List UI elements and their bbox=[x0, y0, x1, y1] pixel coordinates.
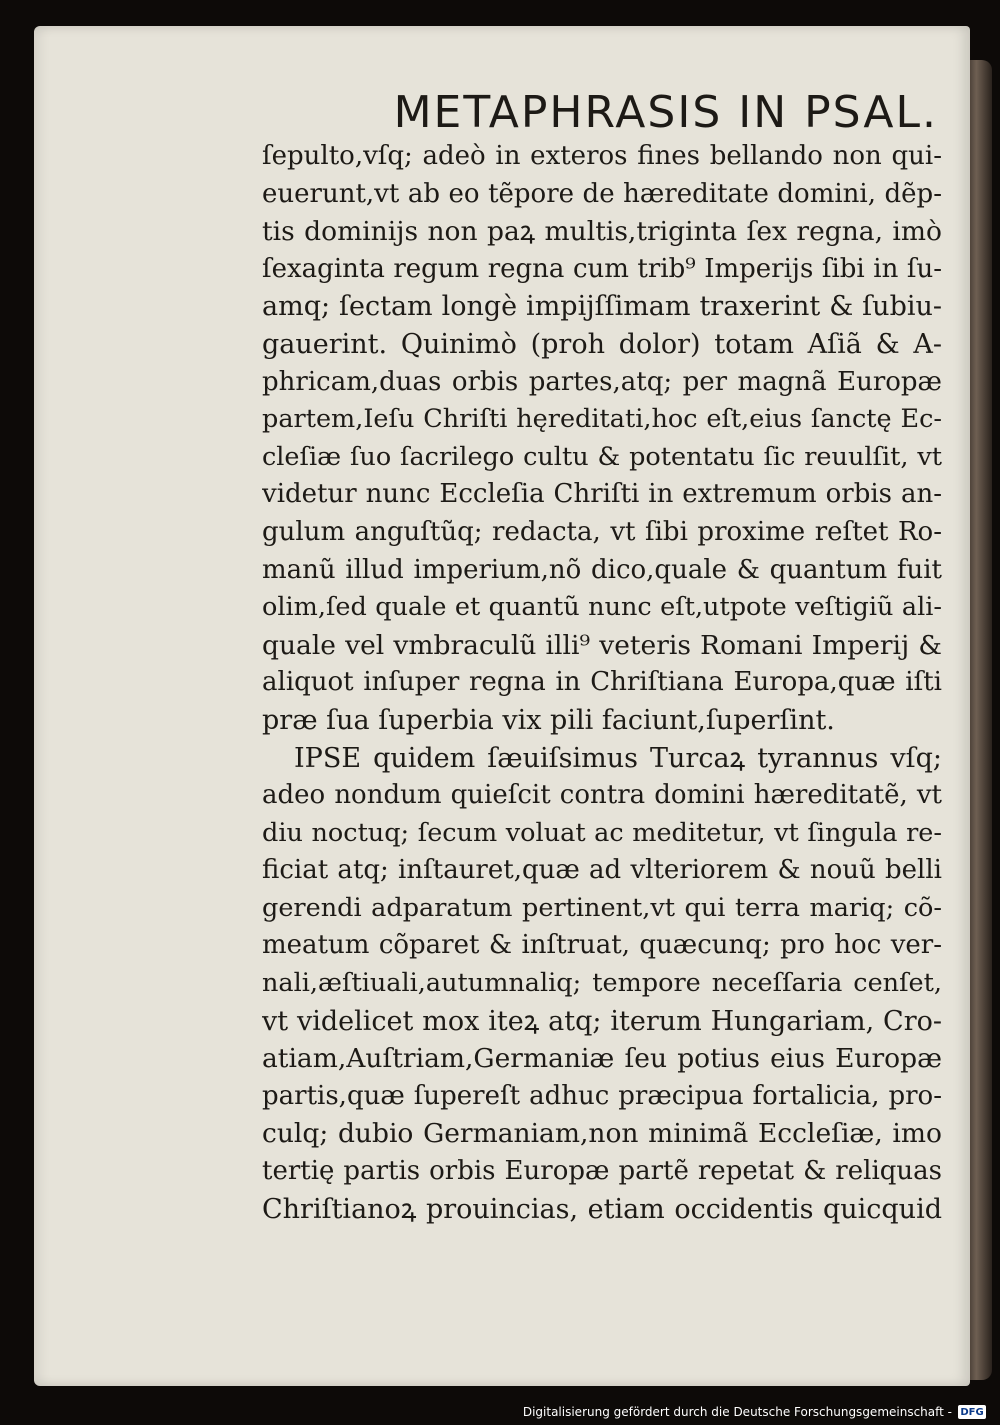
text-line: aliquot inſuper regna in Chriſtiana Europa,quæ iſti bbox=[262, 667, 942, 698]
text-line: tertię partis orbis Europæ partẽ repetat & reliquas bbox=[262, 1156, 942, 1187]
text-line: amq; ſectam longè impijſſimam traxerint & ſubiu- bbox=[262, 291, 942, 323]
text-line: adeo nondum quieſcit contra domini hæreditatẽ, vt bbox=[262, 780, 942, 811]
text-line: gauerint. Quinimò (proh dolor) totam Aſiã & A- bbox=[262, 328, 942, 360]
text-line: phricam,duas orbis partes,atq; per magnã Europæ bbox=[262, 366, 942, 397]
funding-note: Digitalisierung gefördert durch die Deutsche Forschungsgemeinschaft - bbox=[522, 1405, 952, 1419]
text-line: diu noctuq; ſecum voluat ac meditetur, vt ſingula re- bbox=[262, 817, 942, 848]
text-line: olim,ſed quale et quantũ nunc eſt,utpote veſtigiũ ali- bbox=[262, 592, 942, 623]
text-line: nali,æſtiuali,autumnaliq; tempore neceſſaria cenſet, bbox=[262, 968, 942, 999]
text-line: quale vel vmbraculũ illi⁹ veteris Romani Imperij & bbox=[262, 629, 942, 661]
dfg-logo: DFG bbox=[958, 1405, 986, 1419]
text-line: atiam,Auſtriam,Germaniæ ſeu potius eius Europæ bbox=[262, 1043, 942, 1075]
text-line: partem,Ieſu Chriſti hęreditati,hoc eſt,eius ſanctę Ec- bbox=[262, 404, 942, 435]
text-line: vt videlicet mox iteꝝ atq; iterum Hungariam, Cro- bbox=[262, 1005, 942, 1037]
text-line: meatum cõparet & inſtruat, quæcunq; pro hoc ver- bbox=[262, 930, 942, 961]
text-line: præ ſua ſuperbia vix pili faciunt,ſuperſint. bbox=[262, 704, 835, 736]
paragraph-start-line: IPSE quidem ſæuiſsimus Turcaꝝ tyrannus vſq; bbox=[294, 742, 942, 774]
text-line: tis dominijs non paꝝ multis,triginta ſex regna, imò bbox=[262, 216, 942, 248]
text-line: gulum anguſtũq; redacta, vt ſibi proxime reſtet Ro- bbox=[262, 516, 942, 547]
text-line: partis,quæ ſupereſt adhuc præcipua fortalicia, pro- bbox=[262, 1080, 942, 1111]
digitization-footer bbox=[523, 1403, 986, 1421]
text-line: Chriſtianoꝝ prouincias, etiam occidentis quicquid bbox=[262, 1193, 942, 1225]
text-line: manũ illud imperium,nõ dico,quale & quantum fuit bbox=[262, 554, 942, 585]
text-block bbox=[262, 88, 942, 1228]
text-line: cleſiæ ſuo ſacrilego cultu & potentatu ſic reuulſit, vt bbox=[262, 441, 942, 472]
running-head: METAPHRASIS IN PSAL. bbox=[393, 87, 938, 138]
text-line: ficiat atq; inſtauret,quæ ad vlteriorem & nouũ belli bbox=[262, 855, 942, 886]
text-line: culq; dubio Germaniam,non minimã Eccleſiæ, imo bbox=[262, 1118, 942, 1150]
text-line: euerunt,vt ab eo tẽpore de hæreditate domini, dẽp- bbox=[262, 178, 942, 209]
text-line: gerendi adparatum pertinent,vt qui terra mariq; cõ- bbox=[262, 892, 942, 923]
text-line: videtur nunc Eccleſia Chriſti in extremum orbis an- bbox=[262, 479, 942, 510]
text-line: ſepulto,vſq; adeò in exteros fines bellando non qui- bbox=[262, 141, 942, 171]
text-line: ſexaginta regum regna cum trib⁹ Imperijs ſibi in ſu- bbox=[262, 253, 942, 284]
